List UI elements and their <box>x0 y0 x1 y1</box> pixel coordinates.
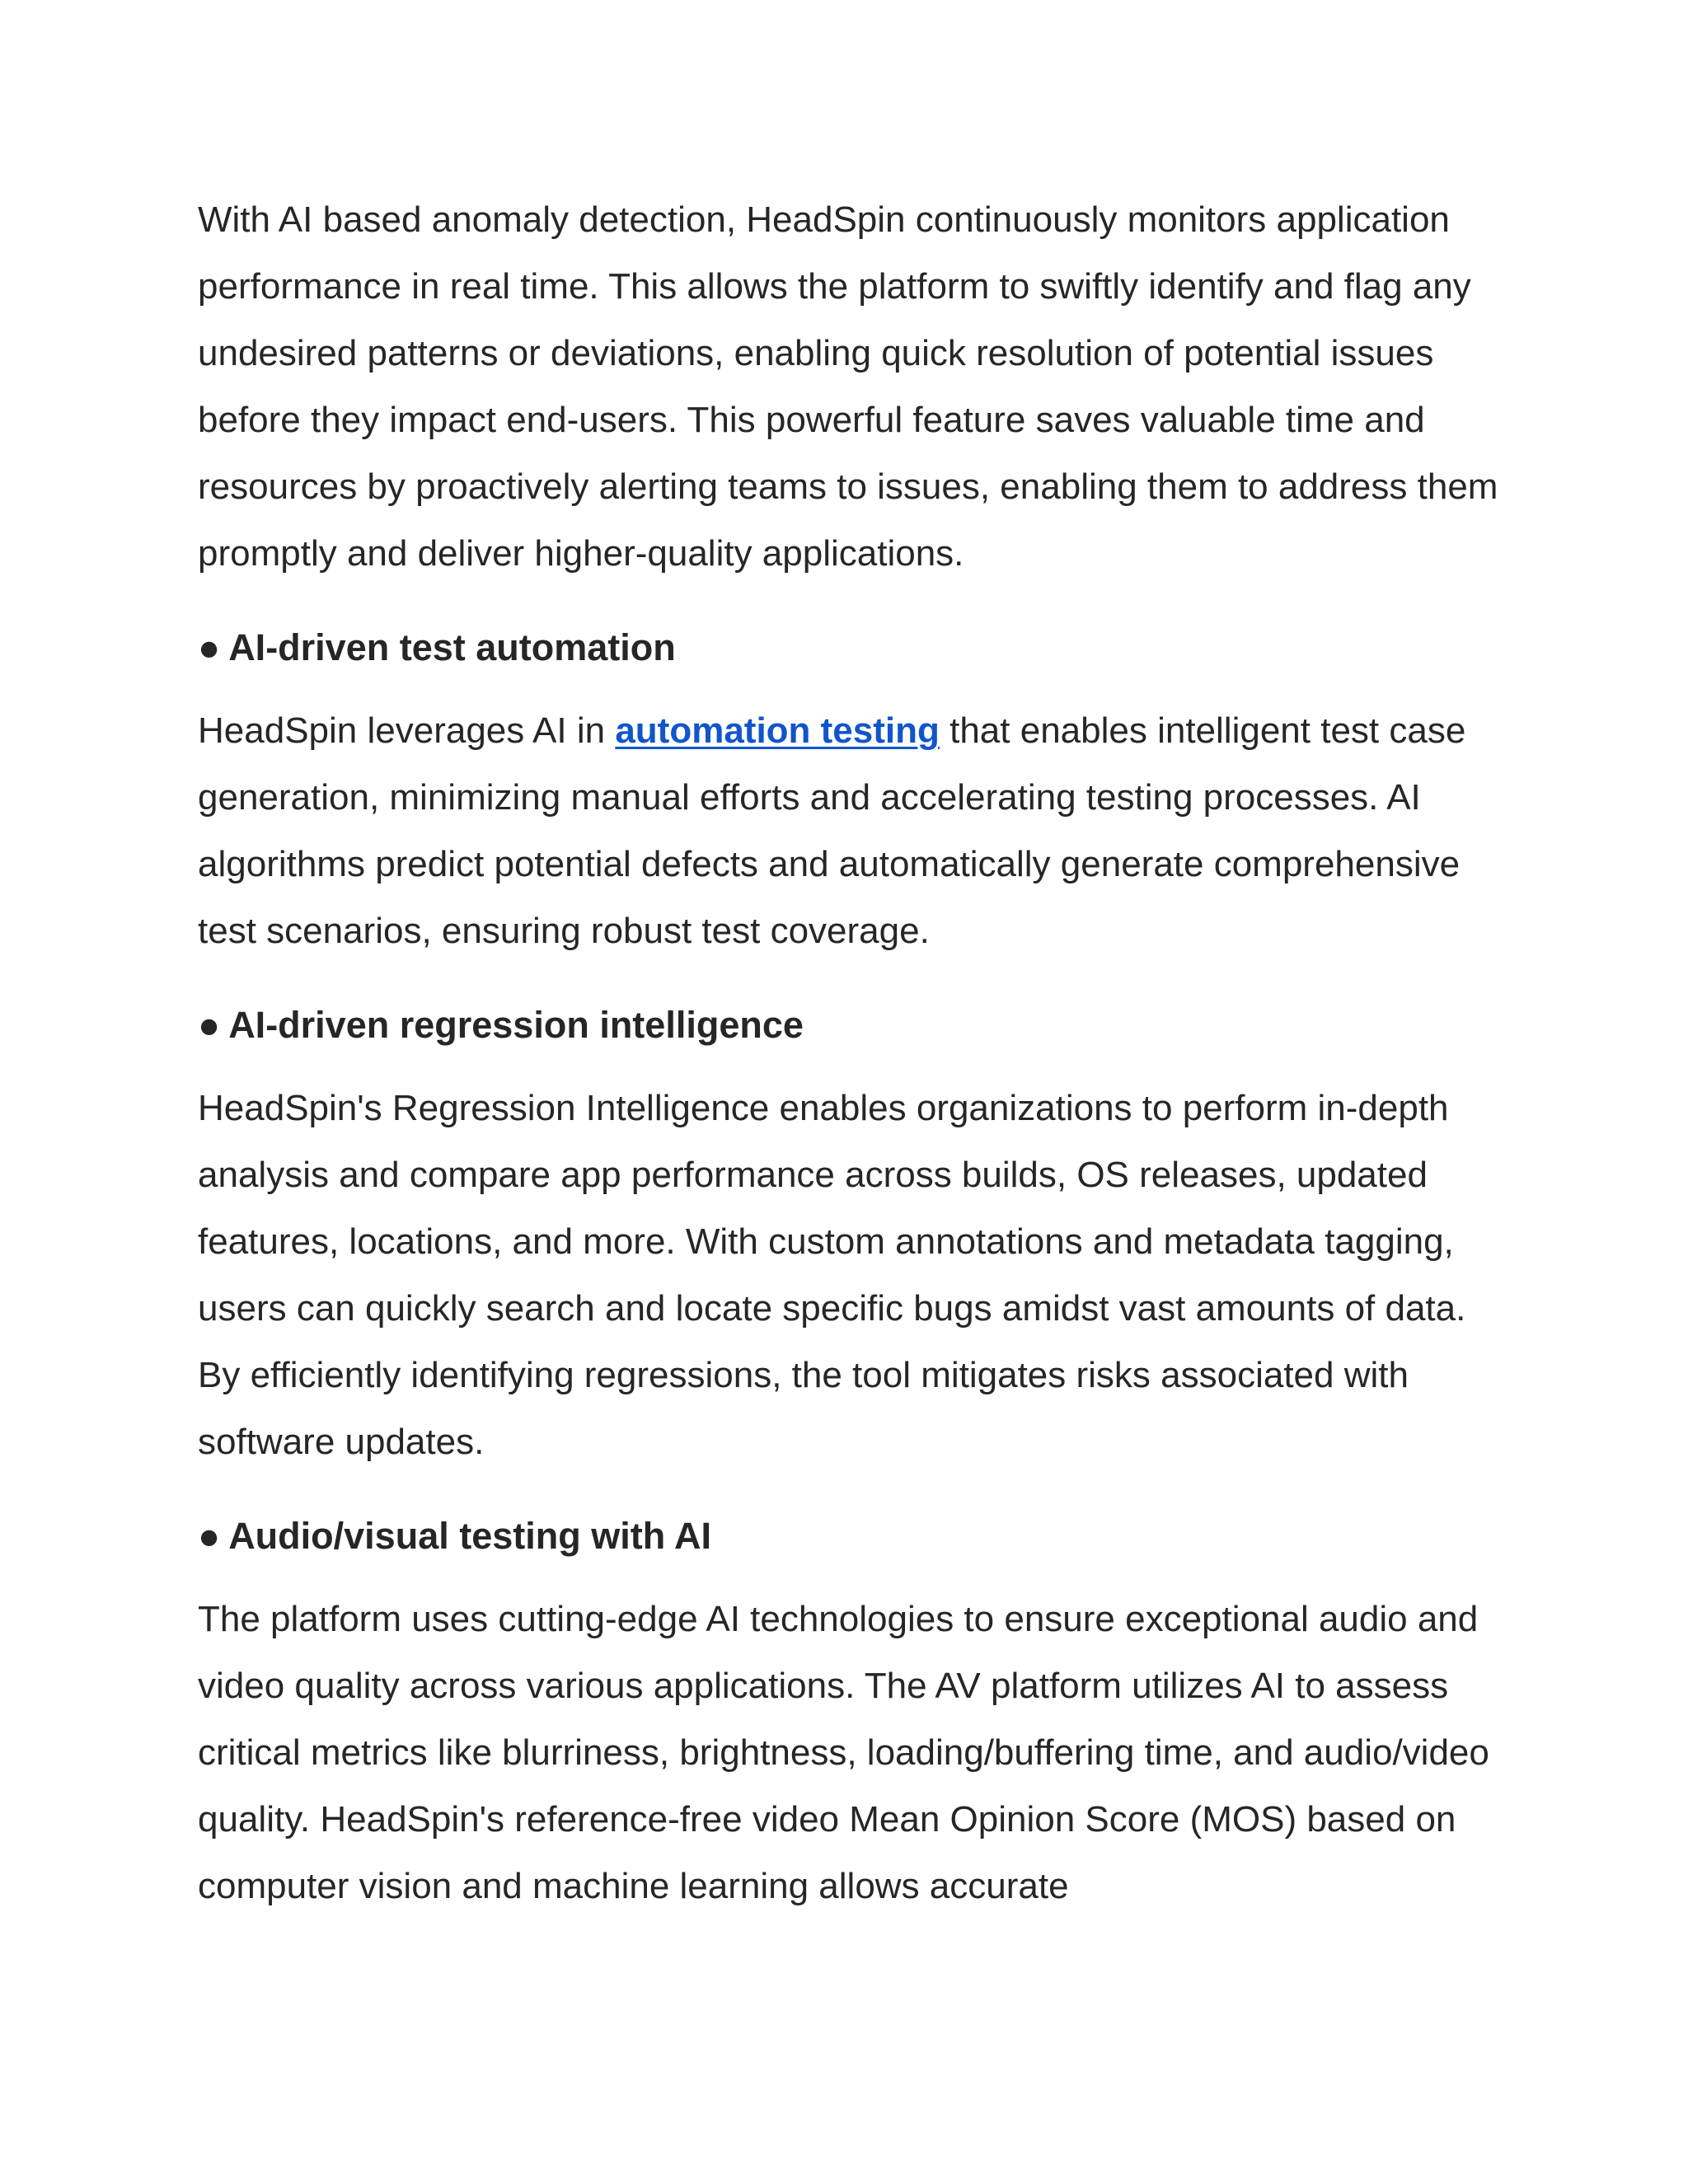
paragraph-text: HeadSpin leverages AI in <box>198 710 616 751</box>
paragraph-text: that enables intelligent test case generation, minimizing manual efforts and accelerating testing processes. AI algorithms predict potential defects and automatically generate comprehensive test scenarios, ensuring robust test coverage. <box>198 710 1466 951</box>
test-automation-paragraph <box>198 697 1500 964</box>
bullet-icon: ● <box>198 1515 221 1557</box>
bullet-icon: ● <box>198 1004 221 1046</box>
intro-paragraph: With AI based anomaly detection, HeadSpin continuously monitors application performance in real time. This allows the platform to swiftly identify and flag any undesired patterns or deviations, enabling quick resolution of potential issues before they impact end-users. This powerful feature saves valuable time and resources by proactively alerting teams to issues, enabling them to address them promptly and deliver higher-quality applications. <box>198 199 1498 574</box>
heading-text: AI-driven test automation <box>228 626 676 668</box>
heading-audio-visual-testing <box>198 1511 1500 1561</box>
regression-intelligence-paragraph: HeadSpin's Regression Intelligence enables organizations to perform in-depth analysis and compare app performance across builds, OS releases, updated features, locations, and more. With custom annotations and metadata tagging, users can quickly search and locate specific bugs amidst vast amounts of data. By efficiently identifying regressions, the tool mitigates risks associated with software updates. <box>198 1088 1466 1462</box>
heading-ai-regression-intelligence <box>198 1001 1500 1050</box>
heading-ai-test-automation <box>198 623 1500 673</box>
document-page <box>198 186 1500 1919</box>
heading-text: Audio/visual testing with AI <box>228 1515 712 1557</box>
automation-testing-link[interactable]: automation testing <box>615 710 940 751</box>
bullet-icon: ● <box>198 626 221 668</box>
audio-visual-paragraph: The platform uses cutting-edge AI technologies to ensure exceptional audio and video quality across various applications. The AV platform utilizes AI to assess critical metrics like blurriness, brightness, loading/buffering time, and audio/video quality. HeadSpin's reference-free video Mean Opinion Score (MOS) based on computer vision and machine learning allows accurate <box>198 1599 1489 1906</box>
heading-text: AI-driven regression intelligence <box>228 1004 804 1046</box>
